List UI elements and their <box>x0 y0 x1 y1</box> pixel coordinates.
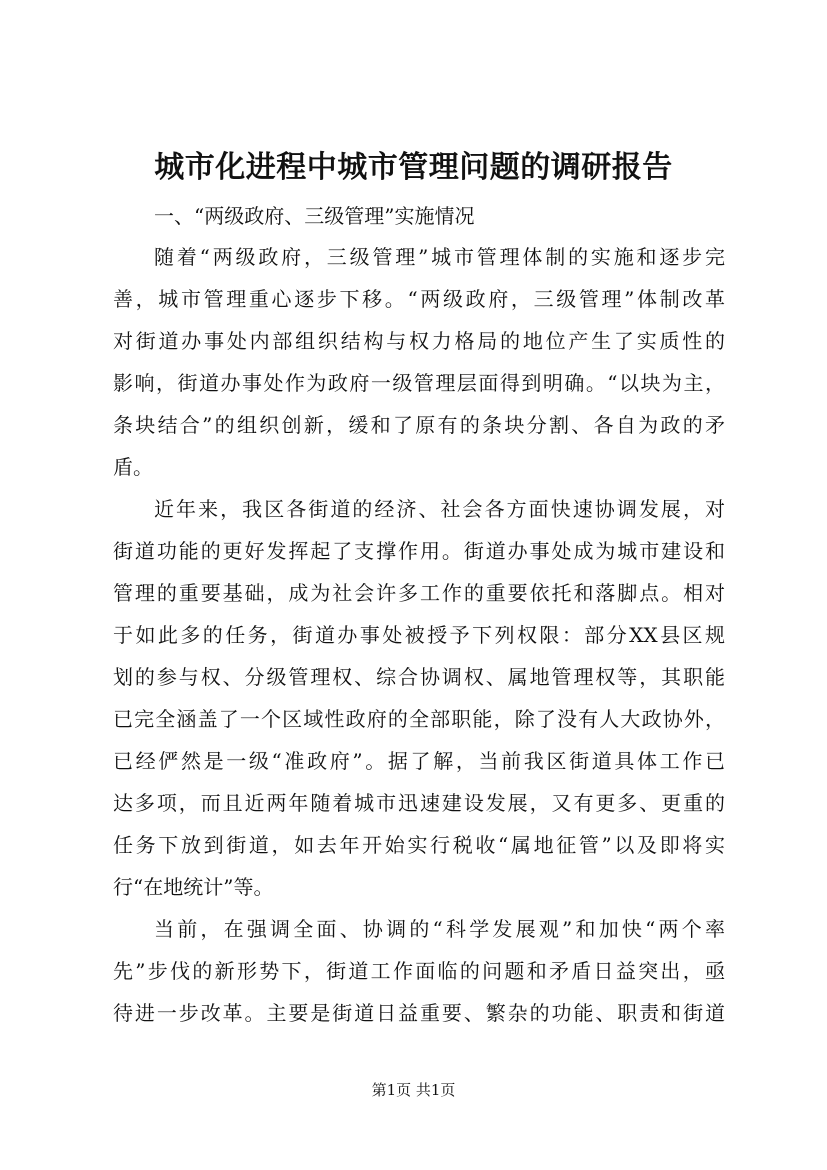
document-title: 城市化进程中城市管理问题的调研报告 <box>154 150 673 185</box>
paragraph-line: 划的参与权、分级管理权、综合协调权、属地管理权等，其职能 <box>113 665 725 689</box>
paragraph-line: 条块结合”的组织创新，缓和了原有的条块分割、各自为政的矛 <box>113 413 725 437</box>
section-heading: 一、“两级政府、三级管理”实施情况 <box>154 204 475 228</box>
page-footer: 第1页 共1页 <box>371 1081 456 1099</box>
paragraph-line: 随着“两级政府，三级管理”城市管理体制的实施和逐步完 <box>154 245 725 269</box>
paragraph-line: 当前，在强调全面、协调的“科学发展观”和加快“两个率 <box>154 917 725 941</box>
paragraph-line: 行“在地统计”等。 <box>113 875 274 899</box>
paragraph-line: 于如此多的任务，街道办事处被授予下列权限：部分XX县区规 <box>113 623 725 647</box>
paragraph-line: 待进一步改革。主要是街道日益重要、繁杂的功能、职责和街道 <box>113 1001 725 1025</box>
paragraph-line: 影响，街道办事处作为政府一级管理层面得到明确。“以块为主， <box>113 371 725 395</box>
document-body <box>113 196 725 1034</box>
paragraph-line: 已经俨然是一级“准政府”。据了解，当前我区街道具体工作已 <box>113 749 725 773</box>
paragraph-line: 达多项，而且近两年随着城市迅速建设发展，又有更多、更重的 <box>113 791 725 815</box>
paragraph-3 <box>113 908 725 1034</box>
paragraph-line: 对街道办事处内部组织结构与权力格局的地位产生了实质性的 <box>113 329 725 353</box>
paragraph-line: 管理的重要基础，成为社会许多工作的重要依托和落脚点。相对 <box>113 581 725 605</box>
paragraph-1 <box>113 236 725 488</box>
paragraph-line: 盾。 <box>113 455 153 479</box>
paragraph-line: 近年来，我区各街道的经济、社会各方面快速协调发展，对 <box>154 497 725 521</box>
paragraph-line: 任务下放到街道，如去年开始实行税收“属地征管”以及即将实 <box>113 833 725 857</box>
paragraph-line: 街道功能的更好发挥起了支撑作用。街道办事处成为城市建设和 <box>113 539 725 563</box>
paragraph-line: 先”步伐的新形势下，街道工作面临的问题和矛盾日益突出，亟 <box>113 959 725 983</box>
paragraph-line: 善，城市管理重心逐步下移。“两级政府，三级管理”体制改革 <box>113 287 725 311</box>
paragraph-line: 已完全涵盖了一个区域性政府的全部职能，除了没有人大政协外， <box>113 707 725 731</box>
paragraph-2 <box>113 488 725 908</box>
